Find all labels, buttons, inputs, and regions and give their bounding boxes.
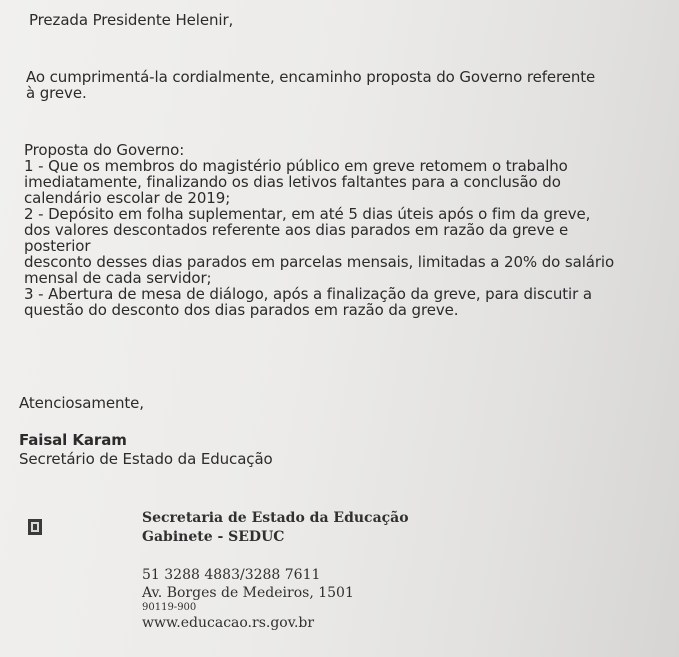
proposal-line: desconto desses dias parados em parcelas mensais, limitadas a 20% do salário [24,253,615,271]
signer-role: Secretário de Estado da Educação [19,450,273,468]
proposal-paragraph [24,142,674,318]
office-name: Gabinete - SEDUC [142,529,285,545]
signer-name: Faisal Karam [19,431,127,449]
proposal-line: 2 - Depósito em folha suplementar, em até 5 dias úteis após o fim da greve, [24,205,591,223]
proposal-line: mensal de cada servidor; [24,269,212,287]
proposal-line: 3 - Abertura de mesa de diálogo, após a finalização da greve, para discutir a [24,285,592,303]
proposal-line: imediatamente, finalizando os dias letivos faltantes para a conclusão do [24,173,561,191]
proposal-line: questão do desconto dos dias parados em razão da greve. [24,301,459,319]
proposal-line: calendário escolar de 2019; [24,189,231,207]
phone-number: 51 3288 4883/3288 7611 [142,567,321,583]
letterhead-footer [142,509,409,632]
intro-line: à greve. [26,84,87,102]
intro-line: Ao cumprimentá-la cordialmente, encaminho proposta do Governo referente [26,68,596,86]
salutation: Prezada Presidente Helenir, [29,11,234,29]
department-name: Secretaria de Estado da Educação [142,510,409,526]
proposal-line: posterior [24,237,91,255]
intro-paragraph [26,69,666,101]
proposal-line: 1 - Que os membros do magistério público em greve retomem o trabalho [24,157,568,175]
street-address: Av. Borges de Medeiros, 1501 [142,585,354,601]
seduc-logo-icon [28,519,42,535]
closing: Atenciosamente, [19,394,144,412]
proposal-line: dos valores descontados referente aos dias parados em razão da greve e [24,221,569,239]
website-link[interactable]: www.educacao.rs.gov.br [142,615,315,631]
zip-code: 90119-900 [142,602,197,613]
proposal-heading: Proposta do Governo: [24,141,185,159]
